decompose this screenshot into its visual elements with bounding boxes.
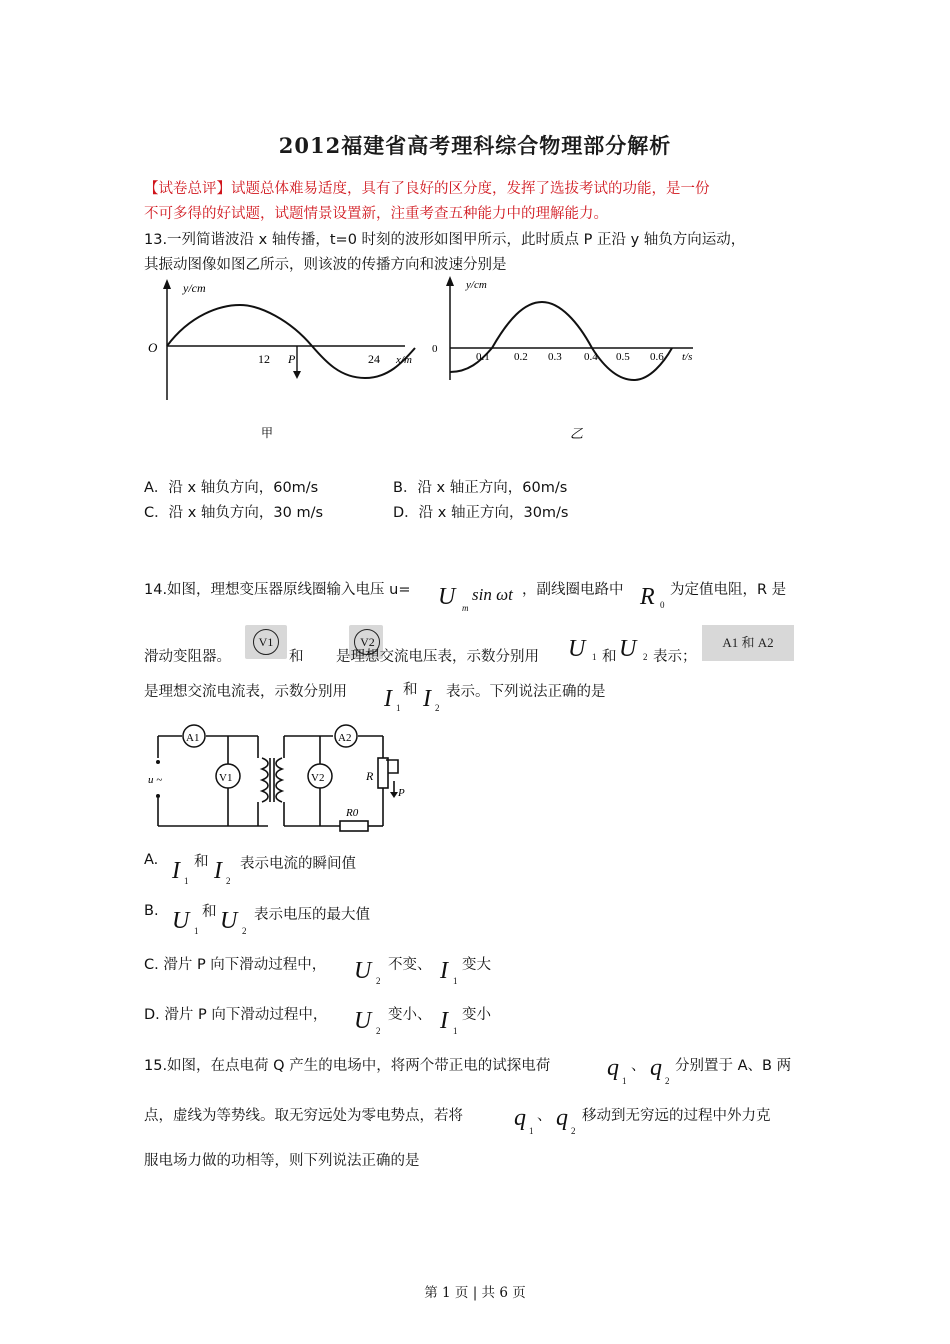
wave-figure-a (140, 275, 430, 445)
fig-b-caption: 乙 (570, 426, 584, 441)
q14-opt-c-i1: I (440, 958, 448, 984)
q14-r0-sub: 0 (660, 600, 665, 610)
q14-opt-b-u1-sub: 1 (194, 926, 199, 936)
q14-and-2: 和 (602, 649, 617, 665)
q14-opt-a-i2-sub: 2 (226, 876, 231, 886)
fig-b-tick-06: 0.6 (650, 351, 664, 363)
fig-a-y-arrow (163, 279, 171, 289)
circuit-u-label: u ~ (148, 774, 163, 786)
q15-line-3: 服电场力做的功相等，则下列说法正确的是 (144, 1153, 420, 1169)
q14-i2-sub: 2 (435, 703, 440, 713)
q14-opt-b-u1: U (172, 908, 190, 934)
q14-i2: I (423, 686, 431, 712)
q14-line-2b: 是理想交流电压表，示数分别用 (336, 649, 539, 665)
q14-option-c-mid: 不变、 (388, 957, 432, 973)
q14-i1-sub: 1 (396, 703, 401, 713)
q14-u1-sub: 1 (592, 652, 597, 662)
q13-line-2: 其振动图像如图乙所示，则该波的传播方向和波速分别是 (144, 257, 507, 273)
page-title: 2012福建省高考理科综合物理部分解析 (278, 133, 672, 158)
transformer-circuit (148, 718, 418, 833)
q15-line2-q2-sub: 2 (571, 1126, 576, 1136)
q14-line-3b: 表示。下列说法正确的是 (446, 684, 606, 700)
fig-b-tick-02: 0.2 (514, 351, 528, 363)
q15-line2-q2: q (556, 1105, 568, 1131)
voltmeter-v2-icon: V2 (349, 625, 383, 659)
q14-i1: I (384, 686, 392, 712)
q14-opt-d-i1: I (440, 1008, 448, 1034)
fig-b-wave (450, 302, 672, 380)
fig-a-point-label: P (288, 352, 296, 366)
q15-line-1b: 分别置于 A、B 两 (675, 1058, 792, 1074)
ammeter-a1-a2-icon: A1 和 A2 (702, 625, 794, 661)
q14-opt-b-u2-sub: 2 (242, 926, 247, 936)
fig-b-ylabel: y/cm (466, 279, 487, 291)
q15-line-2b: 移动到无穷远的过程中外力克 (582, 1108, 771, 1124)
circuit-r-label: R (366, 769, 374, 783)
fig-a-caption: 甲 (261, 426, 274, 440)
voltmeter-v1-icon: V1 (245, 625, 287, 659)
q14-opt-b-and: 和 (202, 904, 217, 920)
q14-line-2a: 滑动变阻器。 (144, 649, 231, 665)
q14-option-c-end: 变大 (462, 957, 491, 973)
q14-option-a-prefix: A. (144, 852, 159, 868)
q15-q2: q (650, 1055, 662, 1081)
q14-opt-d-i1-sub: 1 (453, 1026, 458, 1036)
fig-b-tick-04: 0.4 (584, 351, 598, 363)
q14-sin-wt: sin ωt (472, 585, 513, 604)
q15-dun-1: 、 (631, 1058, 646, 1074)
q14-opt-c-u2-sub: 2 (376, 976, 381, 986)
circuit-v1-label: V1 (219, 772, 233, 784)
q14-option-d-end: 变小 (462, 1007, 491, 1023)
q14-option-b-prefix: B. (144, 903, 159, 919)
q13-option-a: A．沿 x 轴负方向，60m/s (144, 480, 319, 496)
circuit-v2-label: V2 (311, 772, 325, 784)
circuit-a2-label: A2 (338, 732, 352, 744)
q13-line-1: 13.一列简谐波沿 x 轴传播，t=0 时刻的波形如图甲所示，此时质点 P 正沿 y 轴负方向运动， (144, 232, 746, 248)
q15-line-1a: 15.如图，在点电荷 Q 产生的电场中，将两个带正电的试探电荷 (144, 1058, 551, 1074)
circuit-r0-label: R0 (346, 807, 359, 819)
q14-opt-c-u2: U (354, 958, 372, 984)
q13-option-c: C．沿 x 轴负方向，30 m/s (144, 505, 324, 521)
page-footer: 第 1 页 | 共 6 页 (424, 1285, 526, 1301)
fig-b-xunit: t/s (682, 351, 693, 363)
q14-option-a-text: 表示电流的瞬间值 (240, 856, 356, 872)
q14-opt-d-u2: U (354, 1008, 372, 1034)
fig-a-xunit: x/m (396, 354, 412, 366)
fig-a-ylabel: y/cm (183, 281, 206, 295)
fig-a-wave (167, 305, 415, 378)
circuit-a1-label: A1 (186, 732, 200, 744)
q15-line-2a: 点，虚线为等势线。取无穷远处为零电势点，若将 (144, 1108, 463, 1124)
q14-r0: R (640, 584, 655, 610)
q14-opt-a-i1: I (172, 858, 180, 884)
q14-line-1a: 14.如图，理想变压器原线圈输入电压 u= (144, 582, 411, 598)
q13-option-d: D．沿 x 轴正方向，30m/s (393, 505, 569, 521)
fig-a-origin: O (148, 340, 158, 355)
q14-u2: U (619, 636, 637, 662)
q14-line-2c: 表示； (653, 649, 697, 665)
wave-figure-b (428, 272, 708, 447)
q15-line2-q1-sub: 1 (529, 1126, 534, 1136)
q15-dun-2: 、 (537, 1108, 552, 1124)
q15-q1: q (607, 1055, 619, 1081)
q15-line2-q1: q (514, 1105, 526, 1131)
q14-option-c-prefix: C. 滑片 P 向下滑动过程中， (144, 957, 327, 973)
fig-a-tick-12: 12 (258, 352, 270, 366)
fig-b-tick-03: 0.3 (548, 351, 562, 363)
q15-q1-sub: 1 (622, 1076, 627, 1086)
q15-q2-sub: 2 (665, 1076, 670, 1086)
q14-opt-d-u2-sub: 2 (376, 1026, 381, 1036)
q14-and: 和 (289, 649, 304, 665)
fig-a-tick-24: 24 (368, 352, 380, 366)
q14-u1: U (568, 636, 586, 662)
fig-b-origin: 0 (432, 343, 438, 355)
review-line-1: 【试卷总评】试题总体难易适度，具有了良好的区分度，发挥了选拔考试的功能，是一份 (144, 181, 710, 197)
q14-um-sub: m (462, 603, 469, 613)
fig-b-tick-01: 0.1 (476, 351, 490, 363)
q14-opt-a-i2: I (214, 858, 222, 884)
q14-option-b-text: 表示电压的最大值 (254, 907, 370, 923)
q14-opt-a-i1-sub: 1 (184, 876, 189, 886)
review-line-2: 不可多得的好试题，试题情景设置新，注重考查五种能力中的理解能力。 (144, 206, 608, 222)
q14-and-3: 和 (403, 682, 418, 698)
q14-line-3a: 是理想交流电流表，示数分别用 (144, 684, 347, 700)
q14-option-d-prefix: D. 滑片 P 向下滑动过程中， (144, 1007, 328, 1023)
q14-line-1b: ，副线圈电路中 (522, 582, 624, 598)
q14-opt-b-u2: U (220, 908, 238, 934)
q14-u2-sub: 2 (643, 652, 648, 662)
q14-opt-a-and: 和 (194, 854, 209, 870)
fig-b-tick-05: 0.5 (616, 351, 630, 363)
q14-line-1c: 为定值电阻，R 是 (670, 582, 787, 598)
q14-opt-c-i1-sub: 1 (453, 976, 458, 986)
q14-option-d-mid: 变小、 (388, 1007, 432, 1023)
fig-a-p-arrowhead (293, 371, 301, 379)
q14-um: U (438, 584, 456, 610)
q13-option-b: B．沿 x 轴正方向，60m/s (393, 480, 568, 496)
circuit-p-label: P (398, 787, 405, 799)
fig-b-y-arrow (446, 276, 454, 286)
